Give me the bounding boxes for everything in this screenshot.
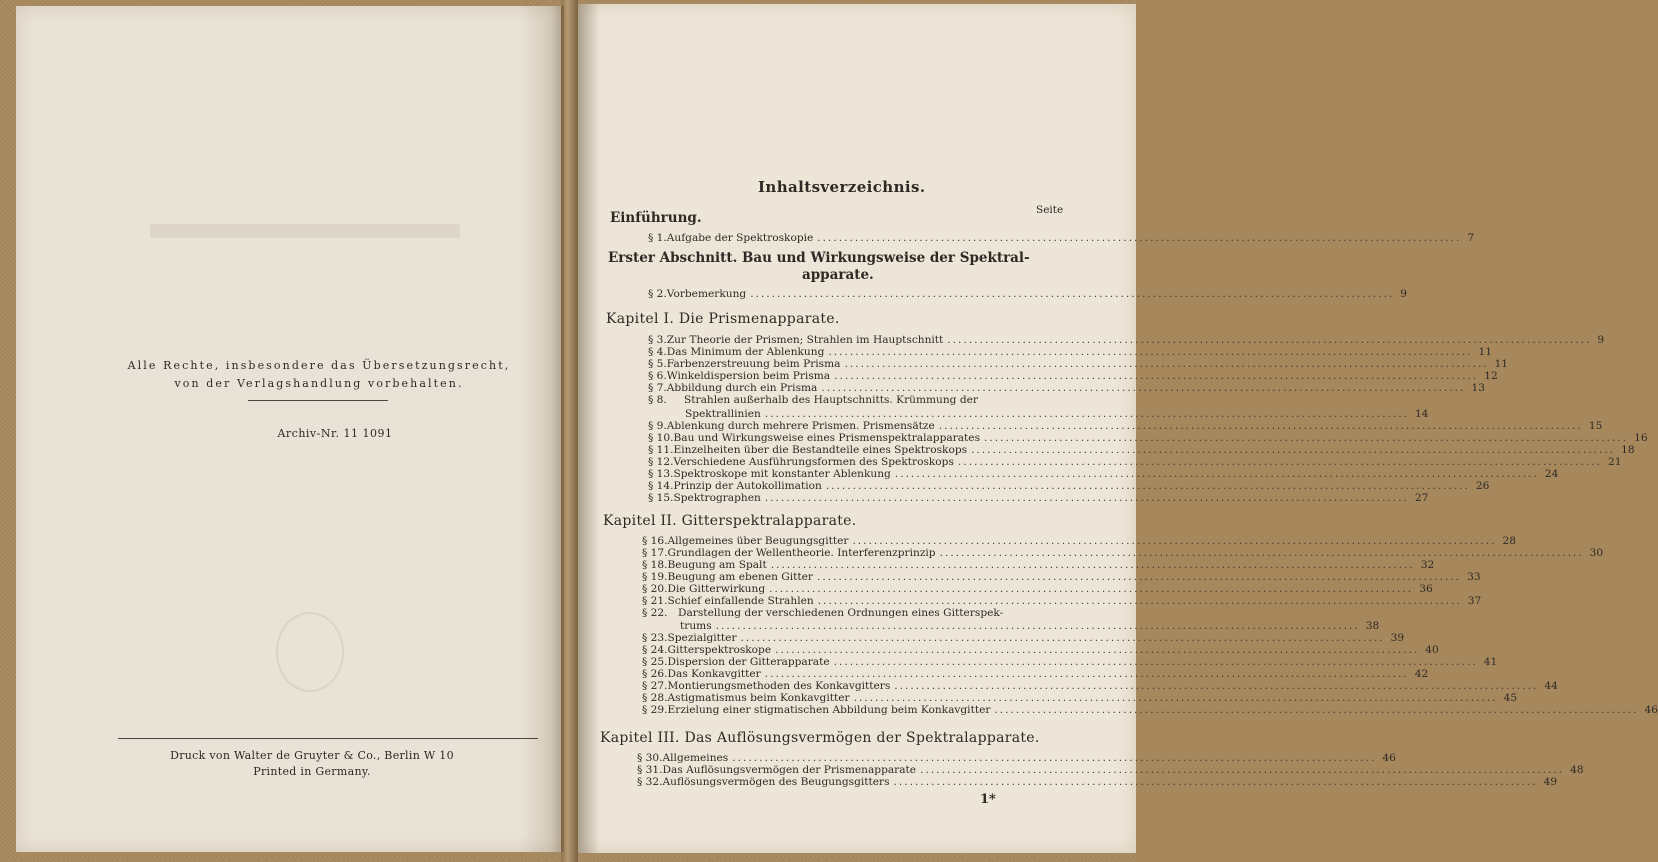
toc-entry-number: § 31. <box>637 764 663 776</box>
toc-entry <box>648 334 1605 346</box>
toc-leader-dots: ........................................................................................................................ <box>844 358 1489 370</box>
toc-leader-dots: ........................................................................................................................ <box>894 468 1539 480</box>
toc-entry-title: Das Minimum der Ablenkung <box>666 346 825 358</box>
toc-entry-title: Erzielung einer stigmatischen Abbildung beim Konkavgitter <box>667 704 991 716</box>
toc-title: Inhaltsverzeichnis. <box>758 178 926 196</box>
section1-heading-line1: Erster Abschnitt. Bau und Wirkungsweise der Spektral- <box>608 250 1030 266</box>
toc-entry-page: 16 <box>1634 432 1648 444</box>
imprint-country: Printed in Germany. <box>253 765 371 778</box>
toc-entry-number: § 10. <box>648 432 674 444</box>
toc-entry <box>648 492 1429 504</box>
toc-entry <box>648 346 1492 358</box>
toc-leader-dots: ........................................................................................................................ <box>817 232 1462 244</box>
toc-leader-dots: ........................................................................................................................ <box>828 346 1473 358</box>
toc-leader-dots: ........................................................................................................................ <box>821 382 1466 394</box>
toc-entry <box>685 408 1429 420</box>
toc-leader-dots: ........................................................................................................................ <box>938 420 1583 432</box>
toc-entry <box>642 535 1517 547</box>
toc-entry-title: Zur Theorie der Prismen; Strahlen im Hauptschnitt <box>666 334 944 346</box>
toc-entry-title: Prinzip der Autokollimation <box>673 480 822 492</box>
toc-entry-number: § 23. <box>642 632 668 644</box>
toc-entry <box>642 644 1439 656</box>
toc-entry-title: Verschiedene Ausführungsformen des Spektroskops <box>673 456 954 468</box>
toc-leader-dots: ........................................................................................................................ <box>971 444 1616 456</box>
toc-entry-page: 46 <box>1382 752 1396 764</box>
toc-entry-title: Einzelheiten über die Bestandteile eines Spektroskops <box>673 444 968 456</box>
kapitel1-heading: Kapitel I. Die Prismenapparate. <box>606 311 840 327</box>
toc-entry-number: § 19. <box>642 571 668 583</box>
toc-entry <box>648 382 1485 394</box>
toc-entry-number: § 18. <box>642 559 668 571</box>
toc-entry-title: Bau und Wirkungsweise eines Prismenspektralapparates <box>673 432 981 444</box>
toc-entry-page: 14 <box>1414 408 1429 420</box>
toc-entry-number: § 22. <box>642 607 668 619</box>
toc-entry-title: Abbildung durch ein Prisma <box>666 382 818 394</box>
toc-entry-number: § 30. <box>637 752 663 764</box>
toc-entry <box>637 752 1396 764</box>
toc-leader-dots: ........................................................................................................................ <box>750 288 1395 300</box>
toc-leader-dots: ........................................................................................................................ <box>715 620 1360 632</box>
left-page-gutter-shadow <box>520 6 564 852</box>
toc-entry-number: § 24. <box>642 644 668 656</box>
toc-entry-number: § 27. <box>642 680 668 692</box>
toc-entry-title: Beugung am Spalt <box>667 559 767 571</box>
toc-entry-title: Beugung am ebenen Gitter <box>667 571 813 583</box>
toc-leader-dots: ........................................................................................................................ <box>833 656 1478 668</box>
toc-entry-title: Die Gitterwirkung <box>667 583 766 595</box>
toc-entry-title: Allgemeines <box>662 752 729 764</box>
toc-entry-number: § 2. <box>648 288 667 300</box>
kapitel3-heading: Kapitel III. Das Auflösungsvermögen der Spektralapparate. <box>600 730 1040 746</box>
introduction-heading: Einführung. <box>610 210 702 226</box>
kapitel2-heading: Kapitel II. Gitterspektralapparate. <box>603 513 857 529</box>
toc-entry-title: trums <box>680 620 712 632</box>
toc-leader-dots: ........................................................................................................................ <box>825 480 1470 492</box>
toc-entry <box>648 358 1509 370</box>
toc-entry <box>680 620 1380 632</box>
rights-divider <box>248 400 388 401</box>
toc-entry-number: § 28. <box>642 692 668 704</box>
toc-entry-number: § 29. <box>642 704 668 716</box>
toc-entry <box>648 288 1408 300</box>
page-column-label: Seite <box>1036 204 1064 216</box>
toc-entry-number: § 14. <box>648 480 674 492</box>
toc-entry <box>648 480 1490 492</box>
toc-entry-number: § 7. <box>648 382 667 394</box>
toc-entry-page: 11 <box>1494 358 1509 370</box>
toc-entry-title: Spektrographen <box>673 492 761 504</box>
toc-leader-dots: ........................................................................................................................ <box>852 535 1497 547</box>
toc-entry <box>642 583 1433 595</box>
toc-entry-title: Spektroskope mit konstanter Ablenkung <box>673 468 891 480</box>
toc-entry-number: § 21. <box>642 595 668 607</box>
toc-entry-page: 33 <box>1467 571 1481 583</box>
toc-entry-page: 21 <box>1608 456 1622 468</box>
toc-entry-title: Aufgabe der Spektroskopie <box>666 232 814 244</box>
toc-entry-number: § 13. <box>648 468 674 480</box>
toc-leader-dots: ........................................................................................................................ <box>834 370 1479 382</box>
toc-leader-dots: ........................................................................................................................ <box>853 692 1498 704</box>
toc-leader-dots: ........................................................................................................................ <box>764 492 1409 504</box>
toc-entry <box>642 571 1481 583</box>
toc-leader-dots: ........................................................................................................................ <box>817 571 1462 583</box>
toc-entry-title: Montierungsmethoden des Konkavgitters <box>667 680 891 692</box>
toc-leader-dots: ........................................................................................................................ <box>775 644 1420 656</box>
toc-entry-page: 30 <box>1589 547 1604 559</box>
toc-entry <box>648 444 1635 456</box>
page-folio: 1* <box>980 792 996 807</box>
toc-entry-number: § 15. <box>648 492 674 504</box>
toc-leader-dots: ........................................................................................................................ <box>939 547 1584 559</box>
bleed-through-title <box>150 190 460 238</box>
toc-entry-page: 7 <box>1467 232 1475 244</box>
toc-leader-dots: ........................................................................................................................ <box>994 704 1639 716</box>
toc-entry <box>642 656 1498 668</box>
toc-entry <box>642 559 1435 571</box>
toc-entry-number: § 12. <box>648 456 674 468</box>
toc-entry-page: 9 <box>1400 288 1408 300</box>
toc-entry-title: Dispersion der Gitterapparate <box>667 656 830 668</box>
toc-entry-number: § 8. <box>648 394 667 406</box>
toc-entry-number: § 20. <box>642 583 668 595</box>
toc-entry-number: § 32. <box>637 776 663 788</box>
imprint-printer: Druck von Walter de Gruyter & Co., Berlin W 10 <box>170 749 454 762</box>
toc-entry-title: Schief einfallende Strahlen <box>667 595 814 607</box>
toc-entry <box>648 432 1648 444</box>
archive-number: Archiv-Nr. 11 1091 <box>277 427 393 440</box>
toc-entry-page: 39 <box>1390 632 1405 644</box>
toc-entry-page: 40 <box>1425 644 1439 656</box>
toc-entry-page: 12 <box>1484 370 1498 382</box>
toc-entry <box>642 607 1003 619</box>
toc-leader-dots: ........................................................................................................................ <box>947 334 1592 346</box>
toc-entry-page: 13 <box>1471 382 1485 394</box>
toc-entry <box>642 668 1429 680</box>
toc-entry-page: 44 <box>1544 680 1558 692</box>
toc-leader-dots: ........................................................................................................................ <box>957 456 1602 468</box>
toc-entry-number: § 25. <box>642 656 668 668</box>
toc-entry-title: Das Konkavgitter <box>667 668 761 680</box>
toc-entry <box>642 692 1518 704</box>
toc-entry-number: § 16. <box>642 535 668 547</box>
toc-entry-page: 28 <box>1502 535 1517 547</box>
toc-entry-title: Spektrallinien <box>685 408 761 420</box>
toc-entry <box>648 420 1603 432</box>
toc-entry-title: Strahlen außerhalb des Hauptschnitts. Krümmung der <box>684 394 978 406</box>
toc-entry-title: Farbenzerstreuung beim Prisma <box>666 358 841 370</box>
toc-entry-title: Gitterspektroskope <box>667 644 772 656</box>
toc-leader-dots: ........................................................................................................................ <box>732 752 1377 764</box>
toc-entry-title: Allgemeines über Beugungsgitter <box>667 535 849 547</box>
toc-leader-dots: ........................................................................................................................ <box>984 432 1629 444</box>
toc-entry-number: § 9. <box>648 420 667 432</box>
toc-entry <box>648 232 1475 244</box>
toc-entry-number: § 4. <box>648 346 667 358</box>
toc-entry-page: 42 <box>1414 668 1429 680</box>
toc-entry-title: Ablenkung durch mehrere Prismen. Prismensätze <box>666 420 935 432</box>
toc-entry <box>637 776 1558 788</box>
toc-leader-dots: ........................................................................................................................ <box>769 583 1414 595</box>
toc-entry-page: 37 <box>1467 595 1482 607</box>
toc-entry-page: 32 <box>1420 559 1435 571</box>
toc-entry <box>637 764 1584 776</box>
toc-leader-dots: ........................................................................................................................ <box>893 776 1538 788</box>
toc-entry-page: 11 <box>1478 346 1492 358</box>
toc-leader-dots: ........................................................................................................................ <box>817 595 1462 607</box>
toc-entry-number: § 5. <box>648 358 667 370</box>
toc-entry <box>648 370 1498 382</box>
toc-entry-page: 15 <box>1588 420 1603 432</box>
bleed-through-seal <box>276 612 344 692</box>
toc-leader-dots: ........................................................................................................................ <box>764 408 1409 420</box>
toc-entry-page: 9 <box>1597 334 1605 346</box>
toc-leader-dots: ........................................................................................................................ <box>894 680 1539 692</box>
toc-entry-page: 38 <box>1365 620 1380 632</box>
toc-entry-page: 41 <box>1483 656 1498 668</box>
toc-leader-dots: ........................................................................................................................ <box>770 559 1415 571</box>
toc-entry <box>642 595 1482 607</box>
toc-entry <box>648 468 1559 480</box>
toc-entry <box>648 394 978 406</box>
rights-notice-line1: Alle Rechte, insbesondere das Übersetzungsrecht, <box>127 359 511 372</box>
toc-entry-page: 26 <box>1475 480 1490 492</box>
toc-entry-title: Astigmatismus beim Konkavgitter <box>667 692 850 704</box>
toc-entry-title: Winkeldispersion beim Prisma <box>666 370 831 382</box>
toc-entry <box>642 680 1558 692</box>
rights-notice-line2: von der Verlagshandlung vorbehalten. <box>174 377 464 390</box>
toc-entry-page: 18 <box>1621 444 1635 456</box>
toc-entry-title: Das Auflösungsvermögen der Prismenapparate <box>662 764 917 776</box>
imprint-divider <box>118 738 538 739</box>
toc-entry-number: § 26. <box>642 668 668 680</box>
toc-entry <box>642 632 1405 644</box>
section1-heading-line2: apparate. <box>802 267 874 283</box>
toc-entry-number: § 1. <box>648 232 667 244</box>
toc-entry <box>642 704 1658 716</box>
right-page-gutter-shadow <box>578 4 600 853</box>
toc-leader-dots: ........................................................................................................................ <box>740 632 1385 644</box>
toc-entry-title: Darstellung der verschiedenen Ordnungen eines Gitterspek- <box>678 607 1004 619</box>
toc-entry-page: 36 <box>1419 583 1433 595</box>
toc-entry-number: § 6. <box>648 370 667 382</box>
toc-entry-page: 49 <box>1543 776 1558 788</box>
toc-entry-number: § 11. <box>648 444 674 456</box>
toc-leader-dots: ........................................................................................................................ <box>764 668 1409 680</box>
toc-entry-title: Auflösungsvermögen des Beugungsgitters <box>662 776 890 788</box>
toc-leader-dots: ........................................................................................................................ <box>920 764 1565 776</box>
toc-entry-page: 46 <box>1644 704 1658 716</box>
toc-entry-page: 24 <box>1544 468 1559 480</box>
toc-entry <box>642 547 1604 559</box>
toc-entry-number: § 17. <box>642 547 668 559</box>
toc-entry-title: Vorbemerkung <box>666 288 747 300</box>
toc-entry-page: 48 <box>1570 764 1584 776</box>
toc-entry-page: 27 <box>1414 492 1429 504</box>
toc-entry-title: Grundlagen der Wellentheorie. Interferenzprinzip <box>667 547 936 559</box>
toc-entry <box>648 456 1622 468</box>
toc-entry-title: Spezialgitter <box>667 632 737 644</box>
toc-entry-page: 45 <box>1503 692 1518 704</box>
toc-entry-number: § 3. <box>648 334 667 346</box>
